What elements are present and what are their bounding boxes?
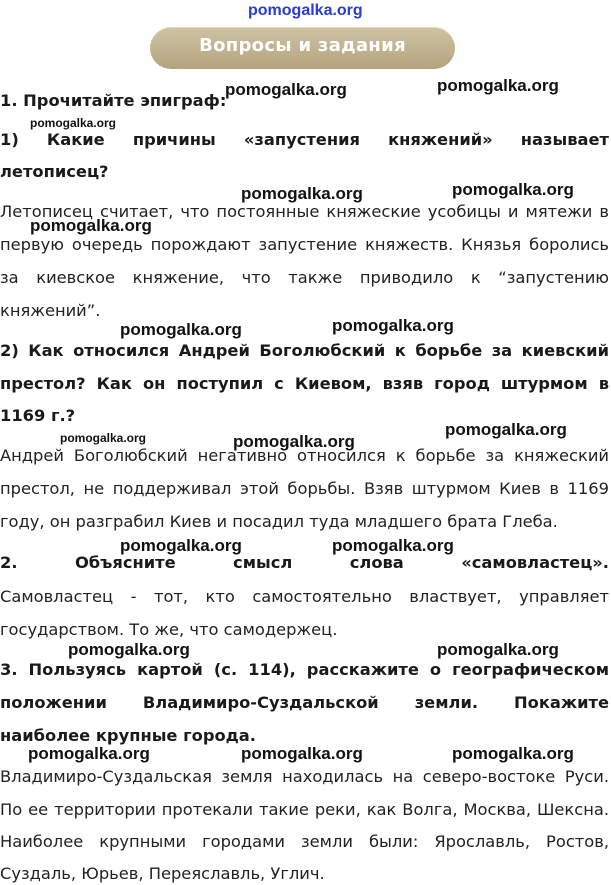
watermark: pomogalka.org: [332, 536, 454, 555]
question-3-line-1: 2. Объясните смысл слова «самовластец».: [0, 553, 609, 572]
answer-2-line-1: Андрей Боголюбский негативно относился к борьбе за княжеский: [0, 446, 609, 465]
watermark: pomogalka.org: [30, 216, 152, 235]
answer-1-line-1: Летописец считает, что постоянные княжеские усобицы и мятежи в: [0, 202, 609, 221]
question-1-1-line-2: летописец?: [0, 162, 109, 181]
question-1-1-line-1: 1) Какие причины «запустения княжений» называет: [0, 130, 609, 149]
answer-4-line-1: Владимиро-Суздальская земля находилась на северо-востоке Руси.: [0, 767, 609, 786]
watermark: pomogalka.org: [225, 80, 347, 99]
answer-4-line-2: По ее территории протекали такие реки, как Волга, Москва, Шексна.: [0, 800, 609, 819]
answer-4-line-3: Наиболее крупными городами земли были: Ярославль, Ростов,: [0, 832, 609, 851]
watermark: pomogalka.org: [445, 420, 567, 439]
question-4-line-2: положении Владимиро-Суздальской земли. Покажите: [0, 693, 609, 712]
watermark: pomogalka.org: [437, 640, 559, 659]
answer-2-line-2: престол, не поддерживал этой борьбы. Взяв штурмом Киев в 1169: [0, 479, 609, 498]
question-2-line-3: 1169 г.?: [0, 406, 76, 425]
watermark: pomogalka.org: [120, 536, 242, 555]
answer-2-line-3: году, он разграбил Киев и посадил туда младшего брата Глеба.: [0, 512, 558, 531]
watermark: pomogalka.org: [332, 316, 454, 335]
question-4-line-3: наиболее крупные города.: [0, 726, 256, 745]
answer-3-line-2: государством. То же, что самодержец.: [0, 620, 338, 639]
answer-4-line-4: Суздаль, Юрьев, Переяславль, Углич.: [0, 864, 325, 883]
watermark: pomogalka.org: [28, 744, 150, 763]
question-2-line-2: престол? Как он поступил с Киевом, взяв город штурмом в: [0, 374, 609, 393]
question-2-line-1: 2) Как относился Андрей Боголюбский к борьбе за киевский: [0, 341, 609, 360]
banner-title: Вопросы и задания: [199, 35, 406, 56]
answer-1-line-3: за киевское княжение, что также приводило к “запустению: [0, 268, 609, 287]
watermark: pomogalka.org: [233, 432, 355, 451]
question-4-line-1: 3. Пользуясь картой (с. 114), расскажите о географическом: [0, 660, 609, 679]
watermark: pomogalka.org: [60, 431, 147, 445]
question-1-heading: 1. Прочитайте эпиграф:: [0, 91, 227, 110]
watermark: pomogalka.org: [241, 184, 363, 203]
watermark: pomogalka.org: [452, 180, 574, 199]
watermark: pomogalka.org: [452, 744, 574, 763]
section-banner: [150, 27, 455, 69]
watermark: pomogalka.org: [30, 116, 117, 130]
answer-3-line-1: Самовластец - тот, кто самостоятельно властвует, управляет: [0, 587, 609, 606]
watermark-top: pomogalka.org: [248, 2, 363, 19]
answer-1-line-2: первую очередь порождают запустение княжеств. Князья боролись: [0, 235, 609, 254]
watermark: pomogalka.org: [437, 76, 559, 95]
watermark: pomogalka.org: [68, 640, 190, 659]
watermark: pomogalka.org: [241, 744, 363, 763]
answer-1-line-4: княжений”.: [0, 301, 101, 320]
watermark: pomogalka.org: [120, 320, 242, 339]
